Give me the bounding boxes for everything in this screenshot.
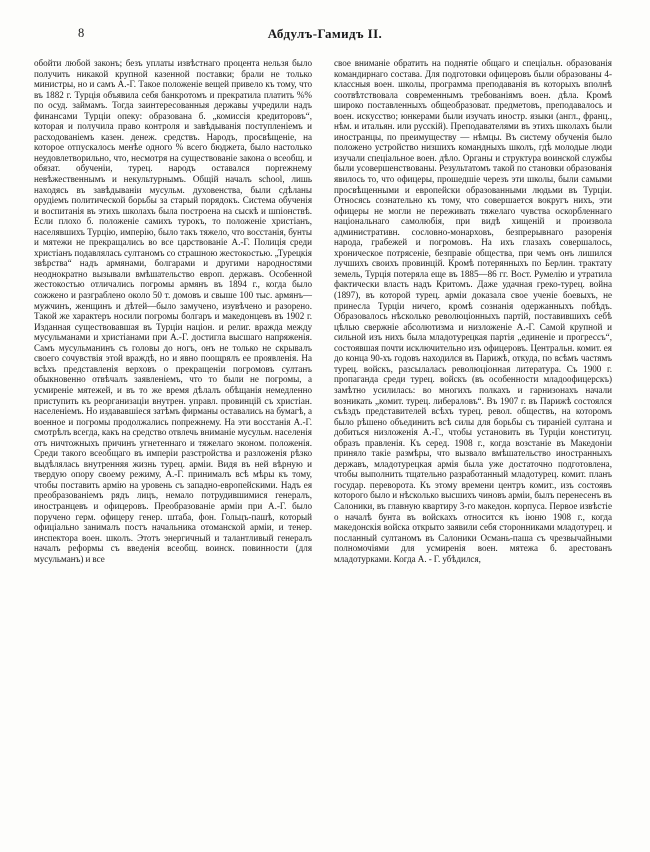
column-right (334, 58, 612, 564)
page-number: 8 (78, 26, 85, 40)
page-header (34, 26, 616, 48)
paragraph: обойти любой законъ; безъ уплаты извѣстнаго процента нельзя было получить никакой крупной казенной поставки; брали не только министры, но и самъ А.-Г. Такое положеніе вещей привело къ тому, что въ 1882 г. Турція объявила себя банкротомъ и прекратила платить %% по осуд. займамъ. Тогда заинтересованныя державы учредили надъ финансами Турціи опеку: образована б. „комиссія кредиторовъ“, которая и получила право контроля и завѣдыванія поступленіемъ и расходованіемъ казен. денеж. средствъ. Народъ, просвѣщеніе, на которое отпускалось менѣе одного % всего бюджета, было настолько неудовлетворильно, что, несмотря на существованіе закона о всеобщ. и обязат. обученіи, турец. народъ оставался поprежнему невѣжественнымъ и некультурнымъ. Общій началъ school, лишь находясь въ завѣдываніи мусульм. духовенства, были сдѣланы орудіемъ политической борьбы за старый порядокъ. Система обученія и воспитанія въ этихъ школахъ была построена на сыскѣ и шпіонствѣ. Если плохо б. положеніе самихъ турокъ, то положеніе христіанъ, населявшихъ Турцію, имперію, было такъ тяжело, что восстанія, бунты и мятежи не прекращались во все царствованіе А.-Г. Полиція среди христіанъ подавлялась султаномъ со страшною жестокостью. „Турецкія звѣрства“ надъ армянами, болгарами и другими народностями неоднократно вызывали вмѣшательство европ. державъ. Особенной жестокостью отличались погромы армянъ въ 1894 г., когда было сожжено и разграблено около 50 т. домовъ и свыше 100 тыс. армянъ—мужчинъ, женщинъ и дѣтей—было замучено, изувѣчено и разорено. Такой же характеръ носили погромы болгаръ и македонцевъ въ 1902 г. Изданная существовавшая въ Турціи націон. и религ. вражда между мусульманами и христіанами при А.-Г. достигла высшаго напряженія. Самъ мусульманинъ съ головы до ногъ, онъ не только не скрывалъ своего сочувствія этой враждѣ, но и явно поощрялъ ее проявленія. На всѣхъ представленія верховъ о прекращеніи погромовъ султанъ обыкновенно отвѣчалъ заявленіемъ, что то были не погромы, а усмиреніе мятежей, и въ то же время дѣлалъ обѣщанія немедленно приступить къ реорганизаціи внутрен. управл. провинцій съ христіан. населеніемъ. Но издававшіеся затѣмъ фирманы оставались на бумагѣ, а военное и погромы продолжались попрежнему. На эти восстанія А.-Г. смотрѣлъ всегда, какъ на средство отвлечь вниманіе мусульм. населенія отъ ничтожныхъ причинъ угнетеннаго и тяжелаго эконом. положенія. Среди такого всеобщаго въ имперіи разстройства и разложенія рѣзко выдѣлялась внутренняя жизнь турец. арміи. Видя въ ней вѣрную и твердую опору своему режиму, А.-Г. принималъ всѣ мѣры къ тому, чтобы поставить армію на уровень съ западно-европейскими. Надъ ея преобразованіемъ рядъ лицъ, немало потрудившимися генералъ, иностранцевъ и офицеровъ. Преобразованіе арміи при А.-Г. было поручено герм. офицеру генер. штаба, фон. Гольцъ-пашѣ, который офиціально занималъ постъ начальника отоманской арміи, и тенер. инспектора воен. школъ. Этотъ энергичный и талантливый генералъ началъ реформы съ введенія всеобщ. воинск. повинности (для мусульманъ) и все (34, 58, 312, 564)
running-title: Абдулъ-Гамидъ II. (267, 26, 383, 41)
paragraph: свое вниманіе обратить на поднятіе общаго и спеціальн. образованія командирнаго состава. Для подготовки офицеровъ были образованы 4-классныя воен. школы, программа преподаванія въ которыхъ вполнѣ соотвѣтствовала современнымъ требованіямъ воен. дѣла. Кромѣ широко поставленныхъ общеобразоват. предметовъ, преподавалось и воен. искусство; юнкерами были изучать иностр. языки (англ., франц., нѣм. и итальян. или русскій). Преподавателями въ этихъ школахъ были иностранцы, по преимуществу — нѣмцы. Въ систему обученія было положено устройство низшихъ командныхъ школъ, гдѣ молодые люди изучали спеціальное воен. дѣло. Органы и структура воинской службы были усовершенствованы. Результатомъ такой по становки образованія явилось то, что офицеры, прошедшіе черезъ эти школы, были самыми просвѣщенными и европейски образованными людьми въ Турціи. Относясь сознательно къ тому, что совершается вокругъ нихъ, эти офицеры не могли не переживать тяжелаго чувства оскорбленнаго національнаго самолюбія, при видѣ хищеній и произвола административн. сословно-монарховъ, безпрерывнаго разоренія народа, грабежей и погромовъ. На ихъ глазахъ совершалось, хроническое потрясеніе, безправіе общества, при чемъ онъ лишился лучшихъ своихъ провинцій. Кромѣ потерянныхъ по Берлин. трактату земель, Турція потеряла еще въ 1885—86 гг. Вост. Румелію и утратила фактически власть надъ Критомъ. Даже удачная греко-турец. война (1897), въ которой турец. арміи доказала свое ученіе боевыхъ, не принесла Турціи ничего, кромѣ сознанія одержанныхъ побѣдъ. Образовалось нѣсколько революціонныхъ партій, поставившихъ себѣ цѣлью свержніе абсолютизма и низложеніе А.-Г. Самой крупной и сильной изъ нихъ была младотурецкая партія „единеніе и прогрессъ“, состоявшая почти исключительно изъ офицеровъ. Центральн. комит. ея до конца 90-хъ годовъ находился въ Парижѣ, откуда, по всѣмъ частямъ турец. войскъ, разсылалась революціонная литература. Съ 1900 г. пропаганда среди турец. войскъ (въ особенности младоофицерскъ) замѣтно усилилась: во многихъ полкахъ и гарнизонахъ начали возникать „комит. турец. либераловъ“. Въ 1907 г. въ Парижѣ состоялся съѣздъ представителей всѣхъ турец. револ. обществъ, на которомъ было рѣшено объединить всѣ силы для борьбы съ тираніей султана и добиться низложенія А.-Г., чтобы установить въ Турціи конституц. образъ правленія. Къ серед. 1908 г., когда возстаніе въ Македоніи приняло такіе размѣры, что вызвало вмѣшательство иностранныхъ державъ, младотурецкая армія была уже достаточно подготовлена, чтобы выполнить тщательно разработанный младотурец. комит. планъ государ. переворота. Къ этому времени центръ комит., изъ состоявъ которого было и нѣсколько высшихъ чиновъ арміи, былъ перенесенъ въ Салоники, въ главную квартиру 3-го македон. корпуса. Первое извѣстіе о началѣ бунта въ войскахъ относится къ іюню 1908 г., когда македонскія войска открыто заявили себя сторонниками младотурец. и посланный султаномъ въ Салоники Османь-паша съ чрезвычайными полномочіями для усмиренія воен. мятежа б. арестованъ младотурками. Когда А. - Г. убѣдился, (334, 58, 612, 564)
text-columns (34, 58, 616, 564)
column-left (34, 58, 312, 564)
